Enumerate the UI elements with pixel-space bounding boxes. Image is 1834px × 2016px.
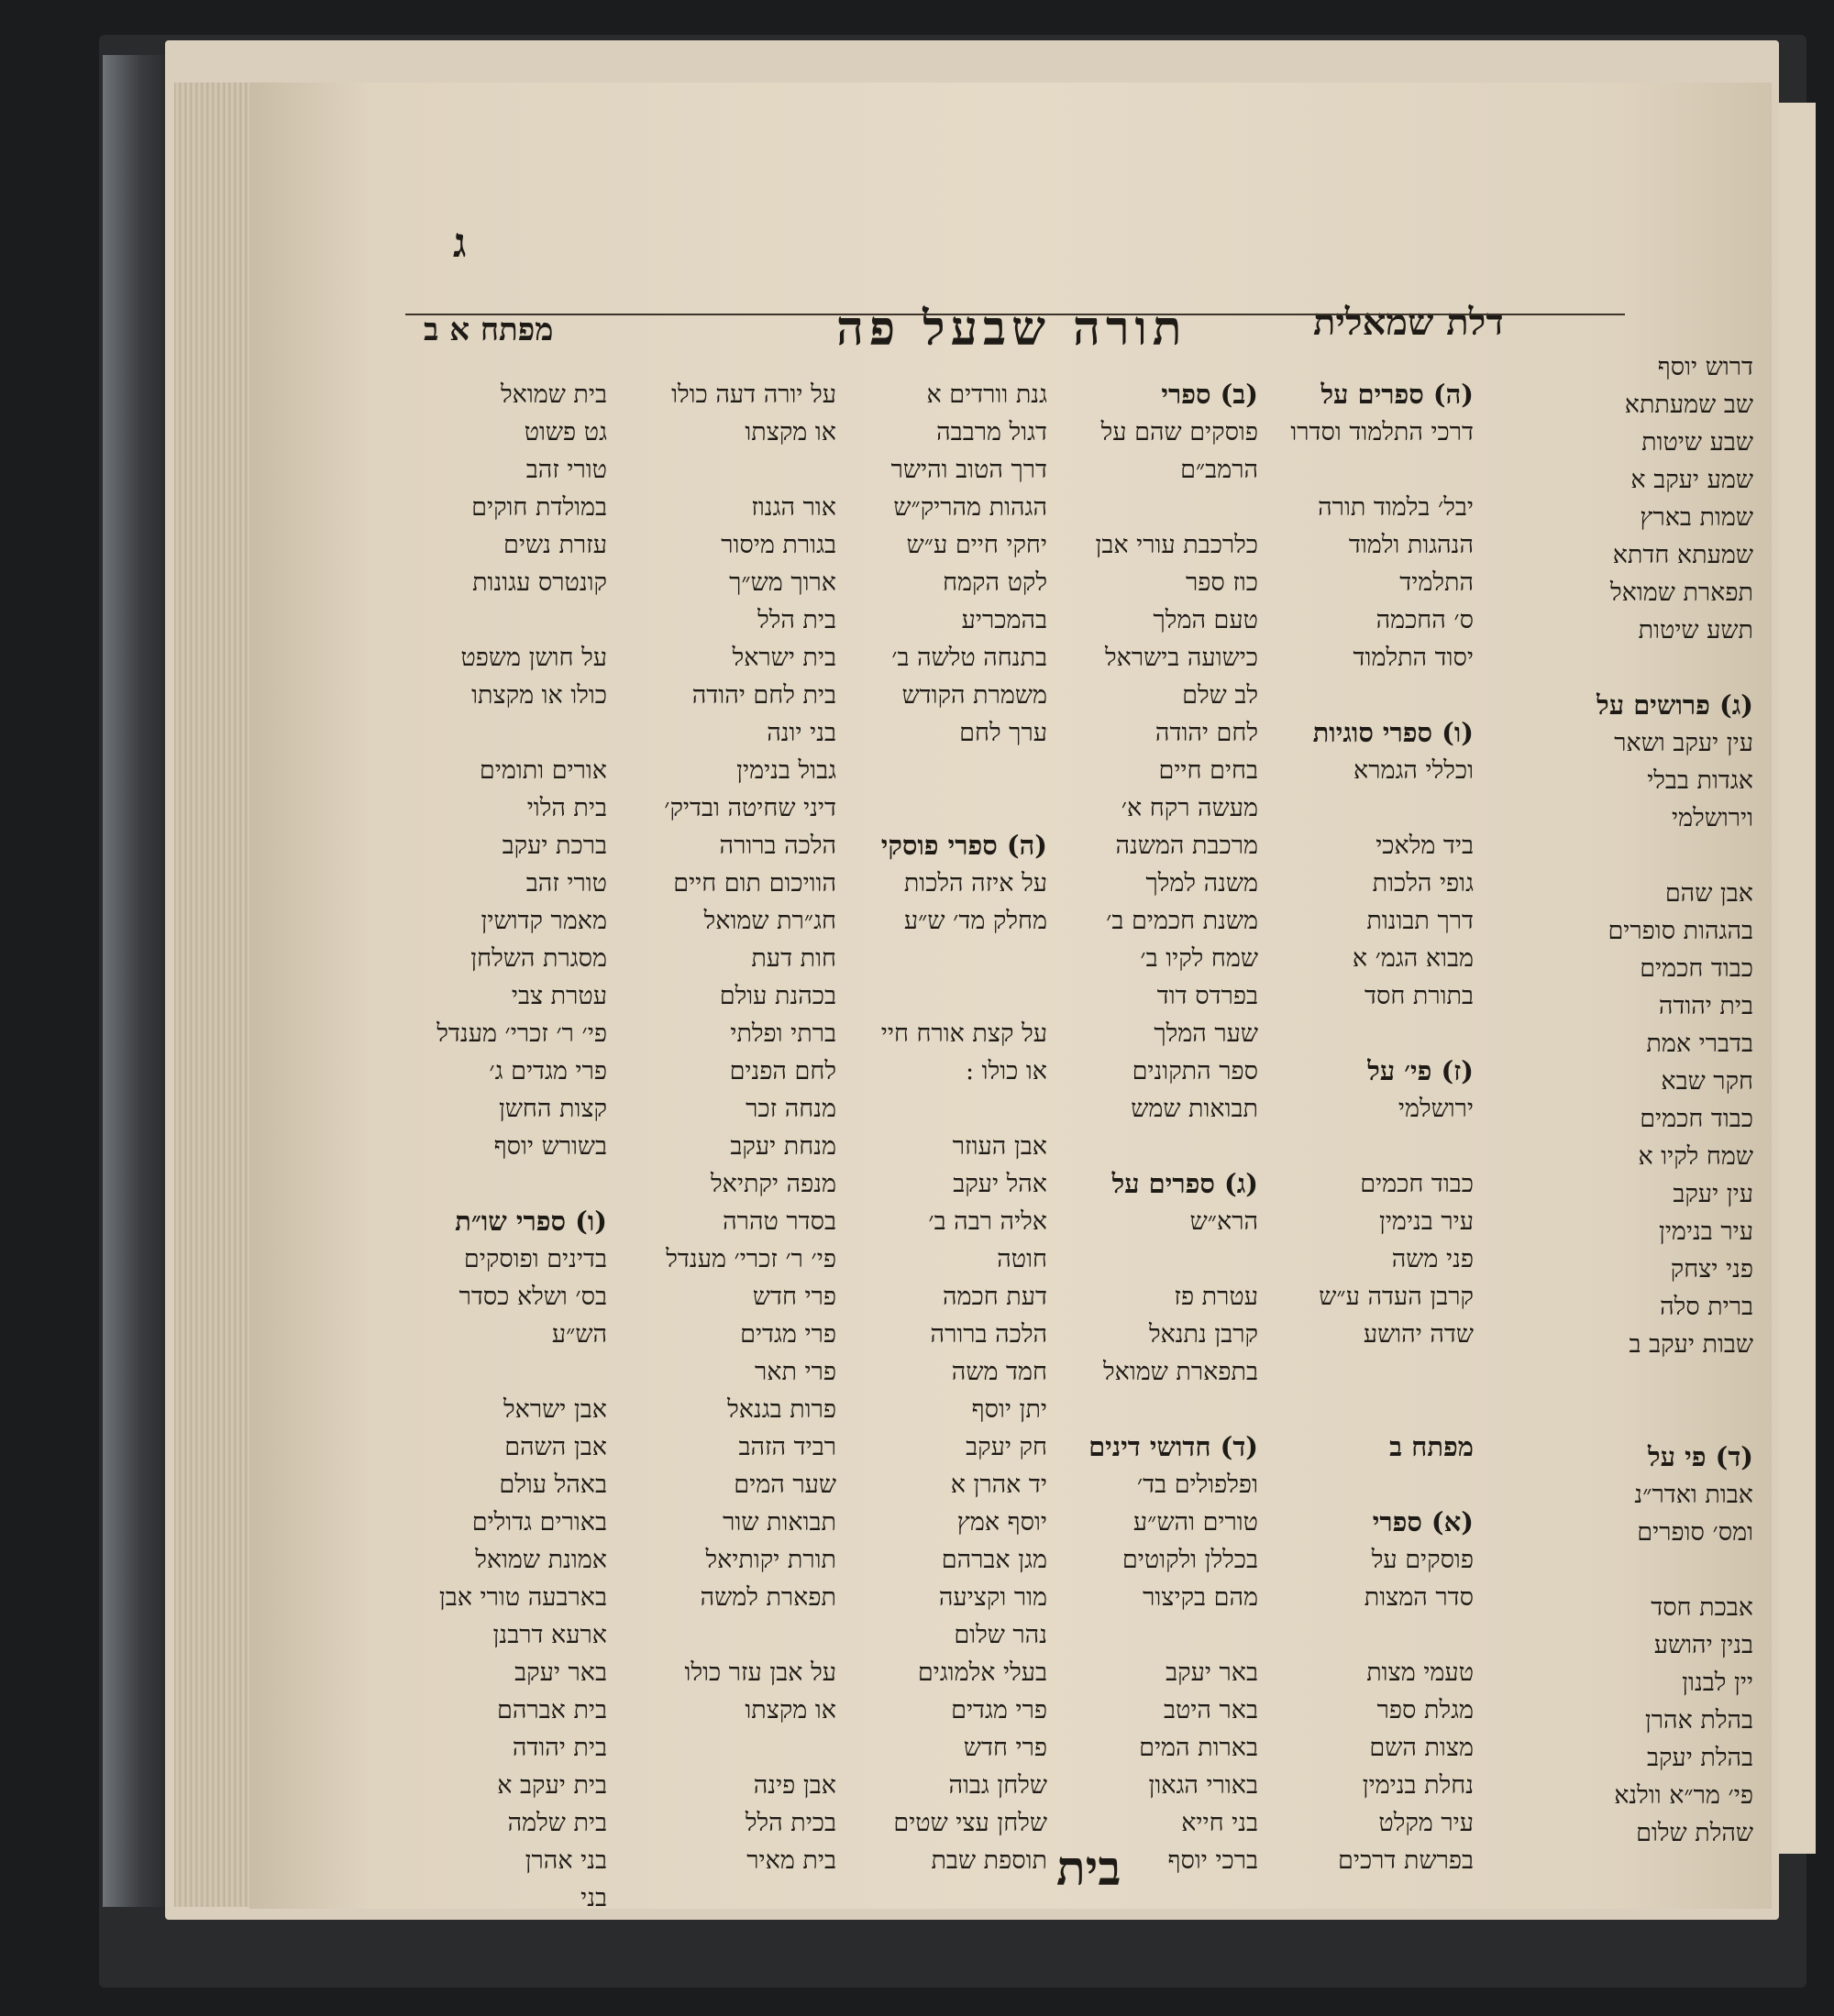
book-title-entry: בהגהות סופרים [1608, 917, 1753, 945]
book-title-entry: סדר המצות [1364, 1583, 1474, 1612]
book-title-entry: מבוא הגמ׳ א [1352, 944, 1474, 973]
book-title-entry: טעם המלך [1153, 606, 1258, 634]
book-title-entry: פי׳ ר׳ זכרי׳ מענדל [436, 1019, 607, 1048]
book-title-entry: בדברי אמת [1646, 1030, 1753, 1058]
book-title-entry: קרבן נתנאל [1148, 1320, 1258, 1349]
book-title-entry: בס׳ ושלא כסדר [458, 1283, 607, 1311]
book-title-entry: שלחן גבוה [948, 1771, 1047, 1800]
book-title-entry: ביד מלאכי [1376, 832, 1474, 860]
book-title-entry: בית אברהם [497, 1696, 607, 1724]
book-title-entry: אורים ותומים [479, 756, 607, 785]
book-title-entry: ברכת יעקב [502, 832, 607, 860]
book-title-entry: מרכבת המשנה [1115, 832, 1258, 860]
book-title-entry: שלחן עצי שטים [893, 1809, 1047, 1837]
book-title-entry: דרוש יוסף [1657, 353, 1753, 381]
book-title-entry: מנפה יקתיאל [711, 1170, 836, 1198]
book-title-entry: באורי הגאון [1148, 1771, 1258, 1800]
book-title-entry: ברכי יוסף [1167, 1846, 1258, 1875]
book-title-entry: מגן אברהם [941, 1546, 1047, 1574]
book-title-entry: יבל׳ בלמוד תורה [1318, 493, 1474, 522]
book-title-entry: פוסקים שהם על [1100, 418, 1258, 446]
book-title-entry: באר היטב [1164, 1696, 1258, 1724]
section-heading: (ג) פרושים על [1596, 689, 1753, 721]
running-header [249, 220, 1772, 357]
line-gap [387, 601, 607, 639]
book-title-entry: שב שמעתתא [1624, 391, 1753, 419]
book-title-entry: בתורת חסד [1364, 982, 1474, 1010]
line-gap [1038, 489, 1258, 526]
book-title-entry: משמרת הקודש [901, 681, 1047, 710]
book-title-entry: תורת יקותיאל [705, 1546, 836, 1574]
book-title-entry: בעלי אלמוגים [917, 1658, 1047, 1687]
book-title-entry: בית יהודה [1658, 992, 1753, 1020]
book-title-entry: ברתי ופלתי [730, 1019, 836, 1048]
book-title-entry: פרי מגדים [740, 1320, 836, 1349]
book-title-entry: מהם בקיצור [1143, 1583, 1258, 1612]
section-heading: (ג) ספרים על [1111, 1168, 1258, 1199]
book-title-entry: חקר שבא [1661, 1067, 1753, 1096]
book-title-entry: הש״ע [551, 1320, 607, 1349]
book-title-entry: פרות בגנאל [727, 1395, 836, 1424]
book-title-entry: בתנחה טלשה ב׳ [891, 644, 1047, 672]
book-title-entry: משנה למלך [1145, 869, 1258, 898]
book-title-entry: עזרת נשים [503, 531, 607, 559]
book-title-entry: עיר בנימין [1658, 1217, 1753, 1246]
book-title-entry: אור הגנוז [751, 493, 836, 522]
column-5 [616, 376, 836, 1879]
line-gap [1254, 451, 1474, 489]
book-title-entry: כוז ספר [1186, 568, 1258, 597]
book-title-entry: קונטרס עגונות [472, 568, 607, 597]
book-title-entry: באהל עולם [499, 1471, 607, 1499]
book-title-entry: חק יעקב [966, 1433, 1047, 1461]
book-title-entry: אבן ישראל [503, 1395, 607, 1424]
book-page [249, 83, 1772, 1912]
book-title-entry: תפארת שמואל [1610, 578, 1753, 607]
line-gap [616, 1616, 836, 1654]
section-heading: (ד) חדושי דינים [1088, 1431, 1258, 1462]
book-title-entry: על אבן עזר כולו [684, 1658, 836, 1687]
book-title-entry: פי׳ מר״א וולנא [1614, 1781, 1753, 1810]
book-title-entry: על יורה דעה כולו [671, 380, 836, 409]
book-title-entry: תוספת שבת [931, 1846, 1047, 1875]
section-heading: (ה) ספרי פוסקי [880, 830, 1047, 861]
book-title-entry: על איזה הלכות [903, 869, 1047, 898]
book-title-entry: בשורש יוסף [493, 1132, 607, 1161]
header-index-label: מפתח א ב [424, 312, 554, 348]
book-title-entry: בני [580, 1884, 607, 1912]
book-title-entry: באר יעקב [1166, 1658, 1258, 1687]
book-title-entry: אליה רבה ב׳ [928, 1207, 1047, 1236]
book-title-entry: פרי חדש [752, 1283, 836, 1311]
book-title-entry: עיר מקלט [1378, 1809, 1474, 1837]
book-title-entry: גבול בנימין [736, 756, 836, 785]
book-title-entry: רביד הזהב [738, 1433, 836, 1461]
book-title-entry: הוויכום תום חיים [673, 869, 836, 898]
book-title-entry: במולדת חוקים [471, 493, 607, 522]
book-title-entry: טורי זהב [525, 456, 607, 484]
book-title-entry: קצות החשן [498, 1095, 607, 1123]
book-title-entry: אגדות בבלי [1647, 766, 1753, 795]
book-title-entry: משנת חכמים ב׳ [1106, 907, 1258, 935]
book-title-entry: וירושלמי [1672, 804, 1753, 832]
book-title-entry: גנת וורדים א [926, 380, 1047, 409]
book-title-entry: על קצת אורח חיי [880, 1019, 1047, 1048]
book-title-entry: הלכה ברורה [930, 1320, 1047, 1349]
book-title-entry: אבן שהם [1664, 879, 1753, 908]
line-gap [387, 1353, 607, 1391]
book-title-entry: שמעתא חדתא [1612, 541, 1753, 569]
line-gap [387, 714, 607, 752]
line-gap [1254, 677, 1474, 714]
book-title-entry: פרי תאר [754, 1358, 836, 1386]
line-gap [1478, 1363, 1753, 1401]
section-heading: (א) ספרי [1372, 1506, 1474, 1537]
book-title-entry: עין יעקב ושאר [1614, 729, 1753, 757]
line-gap [616, 451, 836, 489]
book-title-entry: דיני שחיטה ובדיק׳ [664, 794, 836, 822]
line-gap [836, 1090, 1047, 1128]
line-gap [1254, 1128, 1474, 1165]
book-title-entry: דרך תבונות [1366, 907, 1474, 935]
book-title-entry: בית שלמה [507, 1809, 607, 1837]
book-title-entry: יחקי חיים ע״ש [906, 531, 1047, 559]
section-heading: (ד) פי על [1648, 1441, 1753, 1472]
book-title-entry: מפתח ב [1389, 1431, 1474, 1462]
column-1 [1478, 348, 1753, 1852]
book-title-entry: בפרדס דוד [1156, 982, 1258, 1010]
book-title-entry: חג״רת שמואל [703, 907, 836, 935]
book-title-entry: לחם יהודה [1155, 719, 1258, 747]
book-title-entry: גופי הלכות [1372, 869, 1474, 898]
section-heading: (ז) פי׳ על [1367, 1055, 1474, 1086]
book-title-entry: פי׳ ר׳ זכרי׳ מענדל [666, 1245, 836, 1273]
book-title-entry: פני יצחק [1670, 1255, 1753, 1283]
book-title-entry: ארעא דרבנן [492, 1621, 607, 1649]
book-title-entry: ירושלמי [1398, 1095, 1474, 1123]
column-6 [387, 376, 607, 1917]
line-gap [1038, 1128, 1258, 1165]
book-title-entry: או מקצתו [745, 1696, 836, 1724]
book-title-entry: שבע שיטות [1641, 428, 1753, 457]
book-title-entry: מנחת יעקב [730, 1132, 836, 1161]
book-title-entry: עיר בנימין [1378, 1207, 1474, 1236]
book-title-entry: בכהנת עולם [719, 982, 836, 1010]
book-title-entry: בתפארת שמואל [1102, 1358, 1258, 1386]
line-gap [836, 977, 1047, 1015]
book-title-entry: פרי מגדים ג׳ [489, 1057, 607, 1085]
book-title-entry: פני משה [1391, 1245, 1474, 1273]
book-title-entry: ס׳ החכמה [1376, 606, 1474, 634]
book-title-entry: לב שלם [1182, 681, 1258, 710]
book-title-entry: קרבן העדה ע״ש [1319, 1283, 1474, 1311]
book-title-entry: טעמי מצות [1366, 1658, 1474, 1687]
book-title-entry: כבוד חכמים [1640, 954, 1753, 983]
book-title-entry: לקט הקמח [943, 568, 1047, 597]
line-gap [1254, 1015, 1474, 1052]
book-title-entry: באורים גדולים [471, 1508, 607, 1537]
book-title-entry: הנהגות ולמוד [1348, 531, 1474, 559]
book-title-entry: בהמכריע [961, 606, 1047, 634]
book-title-entry: ארוך מש״ך [729, 568, 836, 597]
book-title-entry: באר יעקב [514, 1658, 607, 1687]
book-title-entry: ערך לחם [959, 719, 1047, 747]
line-gap [1478, 649, 1753, 687]
line-gap [1478, 1551, 1753, 1589]
book-title-entry: בהלת יעקב [1646, 1744, 1753, 1772]
book-title-entry: בית הלוי [526, 794, 607, 822]
book-title-entry: גט פשוט [524, 418, 607, 446]
book-title-entry: בית ישראל [732, 644, 836, 672]
book-title-entry: בפרשת דרכים [1338, 1846, 1474, 1875]
book-title-entry: הלכה ברורה [719, 832, 836, 860]
book-title-entry: וכללי הגמרא [1353, 756, 1474, 785]
book-title-entry: כבוד חכמים [1640, 1105, 1753, 1133]
book-title-entry: בני יונה [767, 719, 836, 747]
book-title-entry: ומס׳ סופרים [1637, 1518, 1753, 1547]
book-title-entry: כישועה בישראל [1105, 644, 1258, 672]
line-gap [836, 940, 1047, 977]
book-title-entry: ספר התקונים [1132, 1057, 1258, 1085]
book-title-entry: מור וקציעה [938, 1583, 1047, 1612]
book-title-entry: טורים והש״ע [1132, 1508, 1258, 1537]
book-title-entry: חמד משה [951, 1358, 1047, 1386]
line-gap [1254, 1616, 1474, 1654]
header-section-label: דלת שמאלית [1313, 301, 1504, 344]
book-title-entry: נחלת בנימין [1362, 1771, 1474, 1800]
book-title-entry: יין לבנון [1682, 1669, 1753, 1697]
book-title-entry: בני אהרן [525, 1846, 607, 1875]
book-title-entry: בסדר טהרה [723, 1207, 836, 1236]
book-title-entry: מעשה רקח א׳ [1121, 794, 1258, 822]
section-heading: (ו) ספרי שו״ת [455, 1206, 607, 1237]
book-title-entry: אמונת שמואל [475, 1546, 607, 1574]
book-title-entry: יד אהרן א [950, 1471, 1047, 1499]
book-title-entry: שדה יהושע [1363, 1320, 1474, 1349]
book-title-entry: שמח לקיו ב׳ [1140, 944, 1258, 973]
book-title-entry: שמות בארץ [1640, 503, 1753, 532]
book-title-entry: אבן פינה [753, 1771, 836, 1800]
book-title-entry: מצות השם [1369, 1734, 1474, 1762]
section-heading: (ו) ספרי סוגיות [1312, 717, 1474, 748]
line-gap [1038, 1391, 1258, 1428]
book-title-entry: טורי זהב [525, 869, 607, 898]
book-title-entry: חות דעת [751, 944, 836, 973]
book-title-entry: שמח לקיו א [1638, 1142, 1753, 1171]
book-title-entry: בכית הלל [745, 1809, 836, 1837]
line-gap [1254, 789, 1474, 827]
book-title-entry: חוטה [997, 1245, 1047, 1273]
line-gap [1478, 837, 1753, 875]
book-title-entry: מסגרת השלחן [470, 944, 607, 973]
book-title-entry: כבוד חכמים [1360, 1170, 1474, 1198]
book-title-entry: מאמר קדושין [481, 907, 607, 935]
book-title-entry: שער המלך [1154, 1019, 1258, 1048]
section-heading: (ב) ספרי [1161, 379, 1258, 410]
book-title-entry: עטרת צבי [511, 982, 607, 1010]
book-title-entry: הרמב״ם [1180, 456, 1258, 484]
book-title-entry: בית יעקב א [497, 1771, 607, 1800]
book-title-entry: דעת חכמה [942, 1283, 1047, 1311]
line-gap [1038, 1240, 1258, 1278]
book-title-entry: פרי מגדים [951, 1696, 1047, 1724]
book-title-entry: שער המים [734, 1471, 836, 1499]
book-title-entry: אבות ואדר״נ [1634, 1481, 1753, 1509]
book-title-entry: או מקצתו [745, 418, 836, 446]
book-title-entry: שהלת שלום [1636, 1819, 1753, 1847]
book-title-entry: לחם הפנים [729, 1057, 836, 1085]
line-gap [836, 752, 1047, 789]
book-title-entry: כולו או מקצתו [471, 681, 607, 710]
header-rule [405, 314, 1625, 315]
book-spine [103, 55, 167, 1907]
book-title-entry: אבכת חסד [1651, 1593, 1753, 1622]
book-title-entry: יוסף אמץ [956, 1508, 1047, 1537]
book-title-entry: תבואות שור [723, 1508, 836, 1537]
book-title-entry: בית הלל [757, 606, 836, 634]
book-title-entry: או כולו : [965, 1057, 1047, 1085]
book-title-entry: כלרכבת עורי אבן [1095, 531, 1258, 559]
book-title-entry: מחלק מד׳ ש״ע [903, 907, 1047, 935]
book-title-entry: מנחה זכר [746, 1095, 836, 1123]
book-title-entry: דרך הטוב והישר [890, 456, 1047, 484]
book-title-entry: שמע יעקב א [1630, 466, 1753, 494]
line-gap [1038, 1616, 1258, 1654]
book-title-entry: יתן יוסף [971, 1395, 1047, 1424]
book-title-entry: מגלת ספר [1376, 1696, 1474, 1724]
book-title-entry: בני חייא [1181, 1809, 1258, 1837]
line-gap [387, 1165, 607, 1203]
book-title-entry: בחים חיים [1158, 756, 1258, 785]
book-title-entry: ופלפולים בד׳ [1136, 1471, 1258, 1499]
line-gap [1478, 1401, 1753, 1438]
line-gap [1254, 1353, 1474, 1391]
page-edges [174, 83, 259, 1907]
book-title-entry: אהל יעקב [953, 1170, 1047, 1198]
book-title-entry: פוסקים על [1371, 1546, 1474, 1574]
header-title: תורה שבעל פה [836, 301, 1188, 357]
book-title-entry: בית לחם יהודה [691, 681, 836, 710]
line-gap [616, 1729, 836, 1767]
line-gap [1254, 1466, 1474, 1504]
book-title-entry: תשע שיטות [1638, 616, 1753, 644]
facing-page-edge [1779, 103, 1816, 1854]
book-title-entry: בדינים ופוסקים [463, 1245, 607, 1273]
book-title-entry: תבואות שמש [1131, 1095, 1258, 1123]
book-title-entry: הגהות מהריק״ש [893, 493, 1047, 522]
signature-mark: ג [453, 220, 467, 267]
book-title-entry: דרכי התלמוד וסדרו [1290, 418, 1474, 446]
column-2 [1254, 376, 1474, 1879]
book-title-entry: נהר שלום [954, 1621, 1047, 1649]
book-title-entry: בהלת אהרן [1644, 1706, 1753, 1735]
book-title-entry: בית יהודה [512, 1734, 607, 1762]
book-title-entry: התלמיד [1399, 568, 1474, 597]
book-title-entry: בארבעה טורי אבן [438, 1583, 607, 1612]
book-title-entry: אבן השהם [504, 1433, 607, 1461]
book-title-entry: אבן העוזר [952, 1132, 1047, 1161]
column-3 [1038, 376, 1258, 1879]
book-title-entry: עטרת פז [1174, 1283, 1258, 1311]
book-title-entry: פרי חדש [963, 1734, 1047, 1762]
book-title-entry: בכללן ולקוטים [1121, 1546, 1258, 1574]
book-title-entry: יסוד התלמוד [1353, 644, 1474, 672]
book-title-entry: בגורת מיסור [721, 531, 836, 559]
book-title-entry: בנין יהושע [1653, 1631, 1753, 1659]
book-title-entry: על חושן משפט [460, 644, 607, 672]
line-gap [836, 789, 1047, 827]
column-4 [836, 376, 1047, 1879]
book-title-entry: ברית סלה [1660, 1293, 1753, 1321]
book-title-entry: בית מאיר [746, 1846, 836, 1875]
line-gap [1254, 1391, 1474, 1428]
book-title-entry: בארות המים [1139, 1734, 1258, 1762]
section-heading: (ה) ספרים על [1320, 379, 1474, 410]
book-title-entry: עין יעקב [1673, 1180, 1753, 1208]
book-title-entry: בית שמואל [500, 380, 607, 409]
book-title-entry: שבות יעקב ב [1629, 1330, 1753, 1359]
catchword: בית [1056, 1841, 1121, 1897]
book-title-entry: הרא״ש [1189, 1207, 1258, 1236]
book-title-entry: דגול מרבבה [936, 418, 1047, 446]
book-title-entry: תפארת למשה [700, 1583, 836, 1612]
